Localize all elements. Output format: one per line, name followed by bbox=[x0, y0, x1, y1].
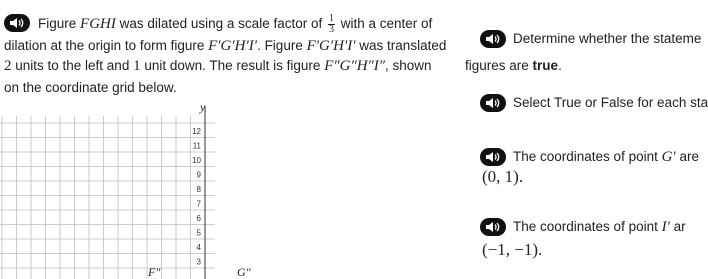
problem-line-2: dilation at the origin to form figure F′G′H′I′. Figure F′G′H′I′ was translated bbox=[4, 38, 447, 54]
speaker-icon bbox=[485, 33, 501, 45]
speaker-icon bbox=[9, 17, 25, 29]
read-aloud-problem-button[interactable] bbox=[4, 14, 30, 32]
problem-line-4: on the coordinate grid below. bbox=[4, 80, 177, 95]
speaker-icon bbox=[485, 221, 501, 233]
speaker-icon bbox=[485, 97, 501, 109]
determine-text: Determine whether the stateme bbox=[513, 31, 702, 46]
coordinate-grid bbox=[0, 100, 251, 279]
problem-line-1: Figure FGHI was dilated using a scale factor of $\frac{1}{3}$ with a center of bbox=[38, 13, 433, 35]
read-aloud-statement-2-button[interactable] bbox=[480, 218, 506, 236]
y-tick-label: 9 bbox=[196, 170, 201, 180]
y-tick-label: 10 bbox=[192, 156, 201, 165]
y-tick-label: 6 bbox=[196, 214, 201, 223]
figures-text: figures are true. bbox=[465, 58, 562, 73]
statement-2-text: The coordinates of point I′ ar bbox=[513, 219, 686, 235]
y-axis-label: y bbox=[200, 100, 206, 114]
read-aloud-determine-button[interactable] bbox=[480, 30, 506, 48]
y-tick-label: 8 bbox=[196, 185, 201, 194]
statement-1-coordinates: (0, 1). bbox=[482, 167, 524, 186]
y-tick-label: 4 bbox=[196, 243, 201, 252]
read-aloud-select-button[interactable] bbox=[480, 94, 506, 112]
y-tick-label: 11 bbox=[192, 141, 201, 151]
problem-line-3: 2 units to the left and 1 unit down. The result is figure F″G″H″I″, shown bbox=[4, 58, 432, 74]
point-label-f-double-prime: F″ bbox=[148, 265, 161, 279]
y-tick-labels bbox=[192, 127, 201, 267]
statement-2-coordinates: (−1, −1). bbox=[482, 240, 543, 259]
statement-1-text: The coordinates of point G′ are bbox=[513, 149, 699, 165]
y-tick-label: 3 bbox=[196, 257, 201, 267]
select-instruction: Select True or False for each sta bbox=[513, 95, 708, 110]
y-tick-label: 7 bbox=[196, 199, 201, 209]
speaker-icon bbox=[485, 151, 501, 163]
scale-factor: $\frac{1}{3}$ bbox=[328, 13, 334, 35]
y-tick-label: 12 bbox=[192, 127, 201, 136]
y-tick-label: 5 bbox=[196, 228, 201, 238]
grid-lines bbox=[0, 116, 215, 279]
point-label-g-double-prime: G″ bbox=[237, 265, 251, 279]
read-aloud-statement-1-button[interactable] bbox=[480, 148, 506, 166]
